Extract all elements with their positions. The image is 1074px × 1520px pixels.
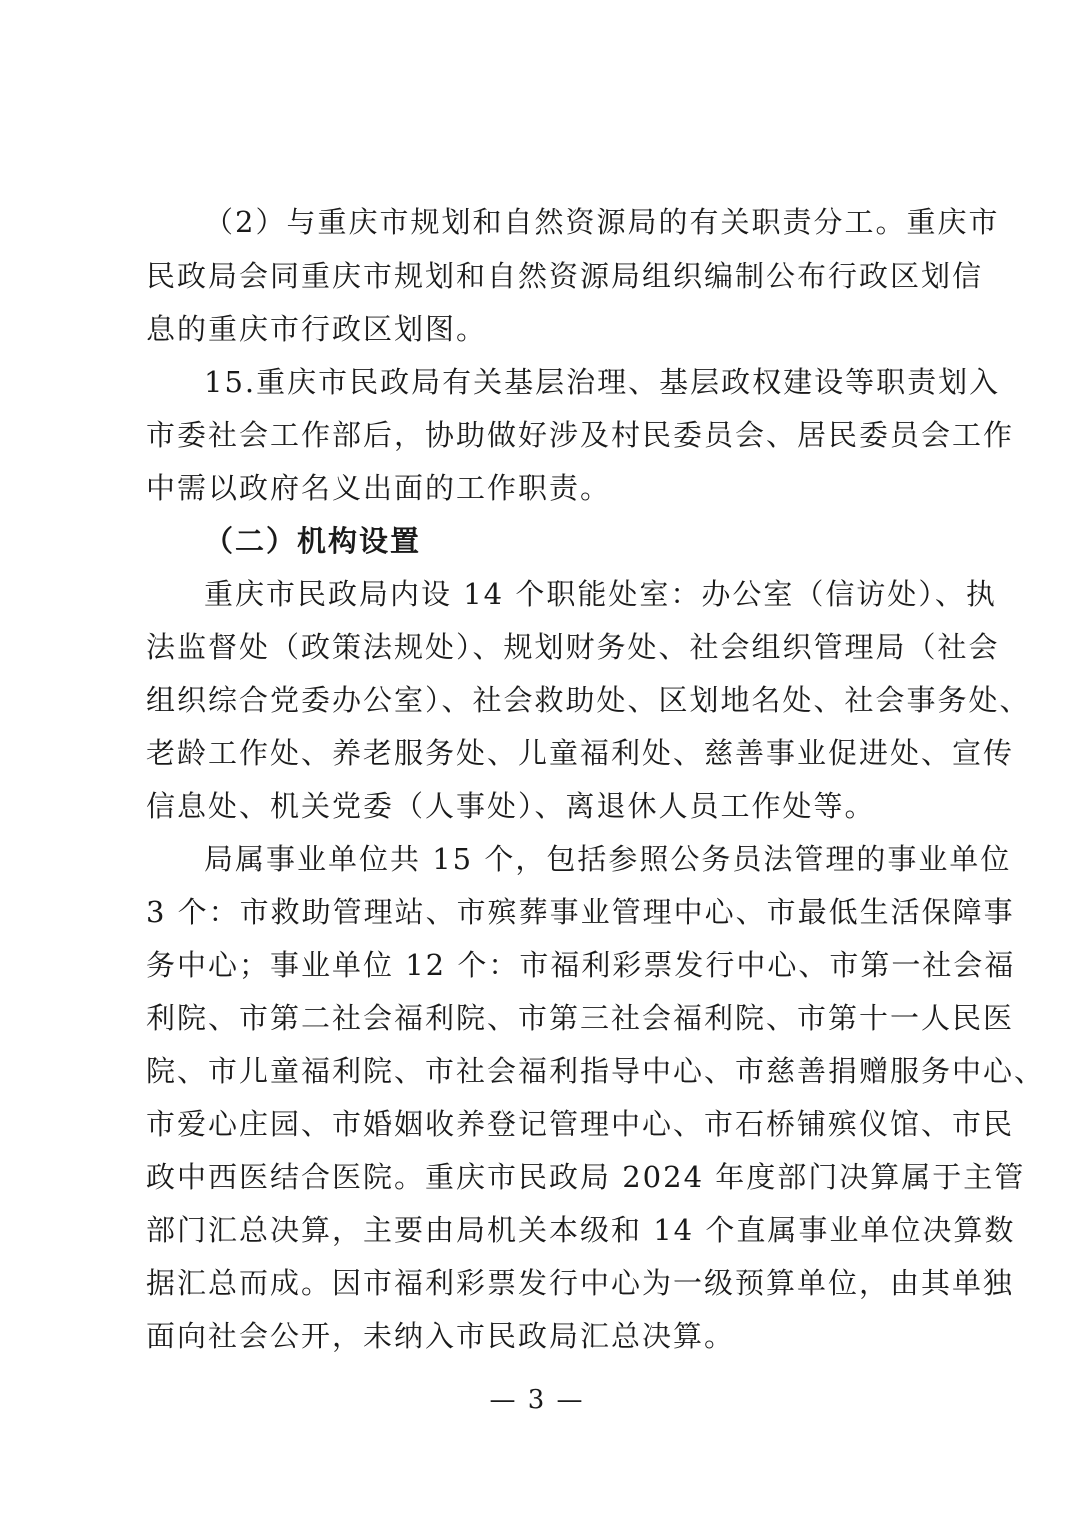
section-heading: （二）机构设置 [204,524,422,558]
paragraph-4-line-6: 市爱心庄园、市婚姻收养登记管理中心、市石桥铺殡仪馆、市民 [146,1107,1015,1141]
paragraph-2-line-1: 15.重庆市民政局有关基层治理、基层政权建设等职责划入 [204,365,1001,399]
paragraph-3-line-5: 信息处、机关党委（人事处）、离退休人员工作处等。 [146,789,876,823]
paragraph-3-line-4: 老龄工作处、养老服务处、儿童福利处、慈善事业促进处、宣传 [146,736,1015,770]
paragraph-4-line-3: 务中心；事业单位 12 个：市福利彩票发行中心、市第一社会福 [146,948,1016,982]
paragraph-4-line-7: 政中西医结合医院。重庆市民政局 2024 年度部门决算属于主管 [146,1160,1026,1194]
paragraph-2-line-2: 市委社会工作部后，协助做好涉及村民委员会、居民委员会工作 [146,418,1015,452]
paragraph-1-line-2: 民政局会同重庆市规划和自然资源局组织编制公布行政区划信 [146,259,984,293]
paragraph-4-line-4: 利院、市第二社会福利院、市第三社会福利院、市第十一人民医 [146,1001,1015,1035]
paragraph-3-line-3: 组织综合党委办公室）、社会救助处、区划地名处、社会事务处、 [146,683,1031,717]
paragraph-4-line-2: 3 个：市救助管理站、市殡葬事业管理中心、市最低生活保障事 [146,895,1015,929]
paragraph-4-line-10: 面向社会公开，未纳入市民政局汇总决算。 [146,1319,736,1353]
paragraph-2-line-3: 中需以政府名义出面的工作职责。 [146,471,612,505]
paragraph-1-line-1: （2）与重庆市规划和自然资源局的有关职责分工。重庆市 [204,205,1000,239]
paragraph-4-line-1: 局属事业单位共 15 个，包括参照公务员法管理的事业单位 [204,842,1012,876]
paragraph-1-line-3: 息的重庆市行政区划图。 [146,312,488,346]
page-number: — 3 — [489,1385,585,1415]
paragraph-4-line-9: 据汇总而成。因市福利彩票发行中心为一级预算单位，由其单独 [146,1266,1015,1300]
paragraph-4-line-8: 部门汇总决算，主要由局机关本级和 14 个直属事业单位决算数 [146,1213,1016,1247]
paragraph-3-line-2: 法监督处（政策法规处）、规划财务处、社会组织管理局（社会 [146,630,1000,664]
paragraph-3-line-1: 重庆市民政局内设 14 个职能处室：办公室（信访处）、执 [204,577,997,611]
paragraph-4-line-5: 院、市儿童福利院、市社会福利指导中心、市慈善捐赠服务中心、 [146,1054,1046,1088]
